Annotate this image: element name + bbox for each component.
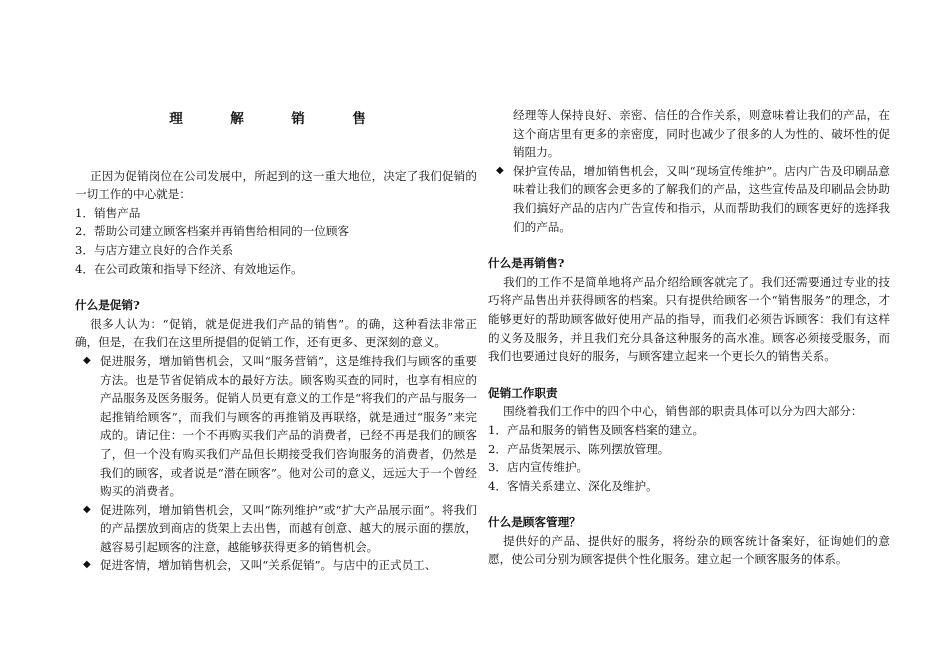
diamond-bullet-icon: ◆ xyxy=(83,503,91,515)
diamond-bullet-icon: ◆ xyxy=(83,354,91,366)
bullet-item xyxy=(488,162,890,236)
intro-paragraph: 正因为促销岗位在公司发展中，所起到的这一重大地位，决定了我们促销的一切工作的中心就是： xyxy=(75,168,477,202)
bullet-item xyxy=(75,501,477,557)
bullet-text: 促进陈列，增加销售机会，又叫“陈列维护”或“扩大产品展示面”。将我们的产品摆放到商店的货架上去出售，而越有创意、越大的展示面的摆放，越容易引起顾客的注意，越能够获得更多的销售机会。 xyxy=(100,502,477,554)
page-title: 理 解 销 售 xyxy=(169,111,383,127)
bullet-text: 促进客情，增加销售机会，又叫“关系促销”。与店中的正式员工、 xyxy=(100,558,437,573)
promotion-paragraph: 很多人认为：“促销，就是促进我们产品的销售”。的确，这种看法非常正确，但是，在我们在这里所提倡的促销工作，还有更多、更深刻的意义。 xyxy=(75,316,477,350)
list-item: 3．与店方建立良好的合作关系 xyxy=(75,242,234,257)
section-heading-resell: 什么是再销售? xyxy=(488,256,565,271)
list-item: 3．店内宣传维护。 xyxy=(488,460,589,475)
duties-intro: 围绕着我们工作中的四个中心，销售部的职责具体可以分为四大部分： xyxy=(503,404,863,419)
list-item: 1．产品和服务的销售及顾客档案的建立。 xyxy=(488,422,705,437)
bullet-continuation: 经理等人保持良好、亲密、信任的合作关系，则意味着让我们的产品，在这个商店里有更多的亲密度，同时也减少了很多的人为性的、破坏性的促销阻力。 xyxy=(513,108,890,160)
list-item: 2．产品货架展示、陈列摆放管理。 xyxy=(488,441,670,456)
bullet-item xyxy=(75,556,477,575)
section-heading-duties: 促销工作职责 xyxy=(488,385,558,400)
resell-paragraph: 我们的工作不是简单地将产品介绍给顾客就完了。我们还需要通过专业的技巧将产品售出并获得顾客的档案。只有提供给顾客一个“销售服务”的理念，才能够更好的帮助顾客做好使用产品的指导，而我们必须告诉顾客：我们有这样的义务及服务，并且我们充分具备这种服务的高水准。顾客必须接受服务，而我们也要通过良好的服务，与顾客建立起来一个更长久的销售关系。 xyxy=(488,274,890,364)
bullet-text: 保护宣传品，增加销售机会，又叫“现场宣传维护”。店内广告及印刷品意味着让我们的顾客会更多的了解我们的产品，这些宣传品及印刷品会协助我们搞好产品的店内广告宣传和指示，从而帮助我们的顾客更好的选择我们的产品。 xyxy=(513,163,890,234)
diamond-bullet-icon: ◆ xyxy=(83,559,91,571)
bullet-text: 促进服务，增加销售机会，又叫“服务营销”，这是维持我们与顾客的重要方法。也是节省促销成本的最好方法。顾客购买查的同时，也享有相应的产品服务及医务服务。促销人员更有意义的工作是“将我们的产品与服务一起推销给顾客”，而我们与顾客的再推销及再联络，就是通过“服务”来完成的。请记住：一个不再购买我们产品的消费者，已经不再是我们的顾客了，但一个没有购买我们产品但长期接受我们咨询服务的消费者，仍然是我们的顾客，或者说是“潜在顾客”。他对公司的意义，远远大于一个曾经购买的消费者。 xyxy=(100,353,477,499)
right-column xyxy=(488,106,890,569)
list-item: 4．在公司政策和指导下经济、有效地运作。 xyxy=(75,261,303,276)
customer-management-paragraph: 提供好的产品、提供好的服务，将纷杂的顾客统计备案好，征询她们的意愿，使公司分别为顾客提供个性化服务。建立起一个顾客服务的体系。 xyxy=(488,533,890,567)
list-item: 2．帮助公司建立顾客档案并再销售给相同的一位顾客 xyxy=(75,224,350,239)
left-column xyxy=(75,110,477,575)
section-heading-promotion: 什么是促销? xyxy=(75,298,140,313)
diamond-bullet-icon: ◆ xyxy=(496,164,504,176)
section-heading-customer-management: 什么是顾客管理？ xyxy=(488,515,581,530)
list-item: 1．销售产品 xyxy=(75,205,141,220)
list-item: 4．客情关系建立、深化及维护。 xyxy=(488,478,658,493)
bullet-item xyxy=(75,352,477,501)
